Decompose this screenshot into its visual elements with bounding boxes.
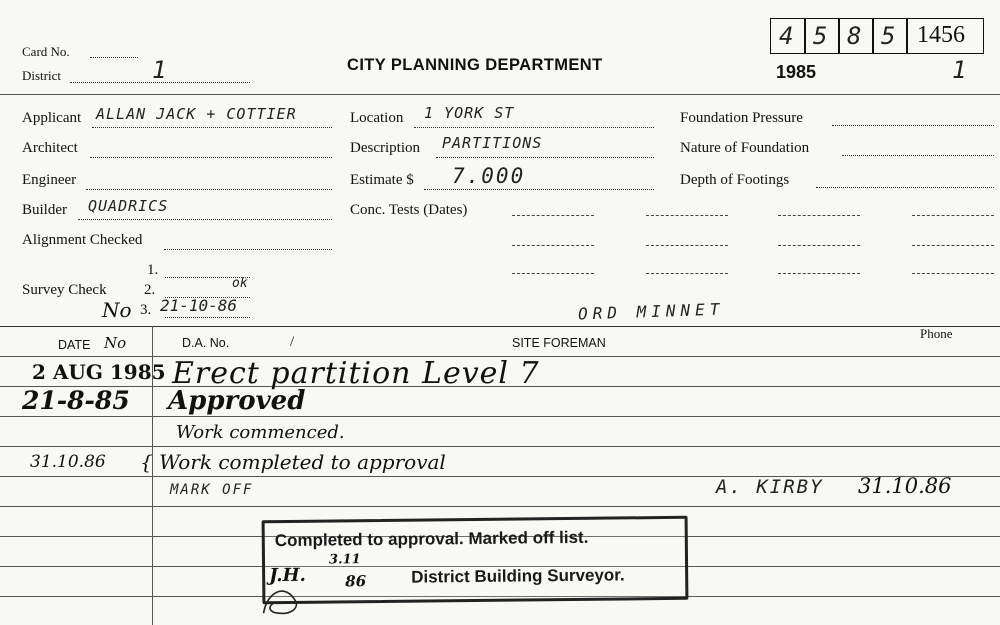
foreman-name: ORD MINNET [577,299,725,324]
card-digit-box-1: 4 [770,18,806,54]
card-digit-box-2: 5 [804,18,840,54]
stamp-date-bottom: 86 [345,572,367,591]
estimate-value: 7.000 [452,164,526,188]
entry-5-text: MARK OFF [170,482,254,498]
card-digit-box-3: 8 [838,18,874,54]
survey-3-value: 21-10-86 [160,296,238,315]
nature-of-foundation-label: Nature of Foundation [680,140,810,156]
card-ref-box [906,18,984,54]
date-header: DATE [58,338,91,352]
entry-1-date: 2 AUG 1985 [32,360,166,384]
applicant-value: ALLAN JACK + COTTIER [96,105,297,123]
card-ref: 1456 [917,22,965,48]
da-no-header: D.A. No. [182,336,230,350]
stamp-line-1: Completed to approval. Marked off list. [274,527,589,551]
phone-header: Phone [920,326,953,341]
entry-1-text: Erect partition Level 7 [172,356,540,391]
engineer-label: Engineer [22,172,77,188]
site-foreman-header: SITE FOREMAN [512,336,606,350]
survey-2-value: ok [232,276,248,291]
log-top-rule [0,326,1000,327]
year: 1985 [776,62,817,82]
department-title: CITY PLANNING DEPARTMENT [347,56,603,74]
location-value: 1 YORK ST [424,104,515,122]
builder-value: QUADRICS [88,197,169,215]
card-no-label: Card No. [22,44,70,59]
signature-date: 31.10.86 [858,474,952,498]
description-value: PARTITIONS [442,134,543,152]
description-label: Description [350,140,420,156]
survey-mark: No [102,298,132,322]
survey-num-2: 2. [144,282,156,298]
survey-check-label: Survey Check [22,282,107,298]
location-label: Location [350,110,404,126]
header-divider [0,94,1000,95]
signature: A. KIRBY [716,476,824,498]
year-mark: 1 [952,56,967,84]
architect-label: Architect [22,140,78,156]
conc-tests-label: Conc. Tests (Dates) [350,202,468,218]
entry-2-text: Approved [168,386,306,416]
signature-flourish [259,573,309,620]
approval-stamp [262,516,689,604]
card-digit-box-4: 5 [872,18,908,54]
survey-num-3: 3. [140,302,152,318]
entry-4-date: 31.10.86 [30,452,106,472]
estimate-label: Estimate $ [350,172,414,188]
da-no-mark: / [290,334,295,350]
entry-3-text: Work commenced. [176,422,345,443]
date-header-mark: No [104,334,127,352]
builder-label: Builder [22,202,67,218]
stamp-line-2: District Building Surveyor. [411,565,625,587]
district-value: 1 [152,56,167,84]
applicant-label: Applicant [22,110,82,126]
stamp-initials: J.H. [269,564,306,587]
entry-2-date: 21-8-85 [22,386,130,415]
foundation-pressure-label: Foundation Pressure [680,110,803,126]
alignment-label: Alignment Checked [22,232,143,248]
stamp-date-top: 3.11 [328,552,361,568]
survey-num-1: 1. [147,262,159,278]
entry-4-text: { Work completed to approval [140,450,446,474]
district-label: District [22,68,61,83]
depth-of-footings-label: Depth of Footings [680,172,790,188]
